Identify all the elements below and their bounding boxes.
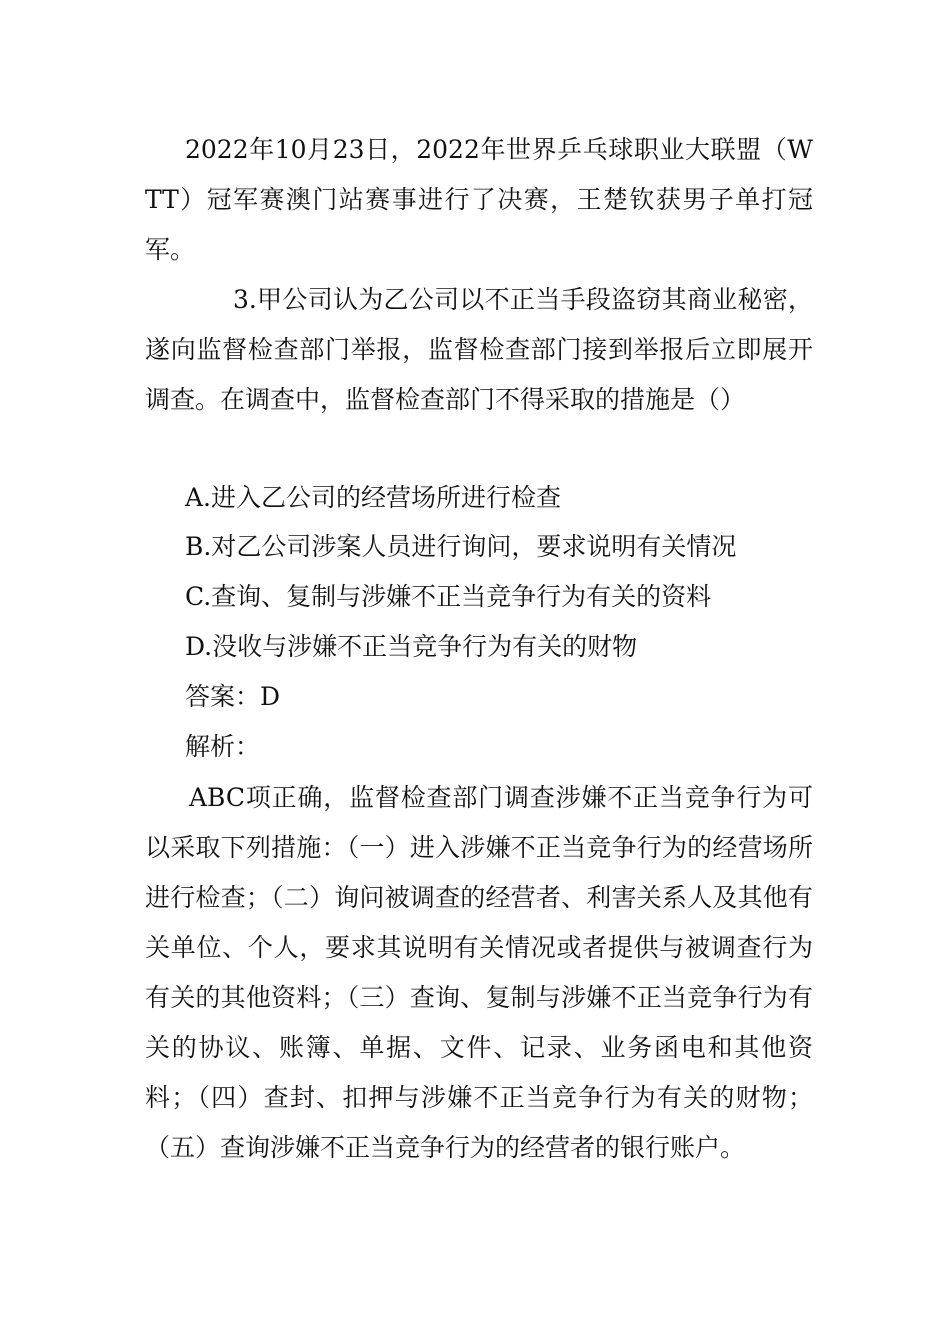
option-c: C.查询、复制与涉嫌不正当竞争行为有关的资料 [185, 582, 712, 611]
intro-paragraph: 2022年10月23日，2022年世界乒乓球职业大联盟（WTT）冠军赛澳门站赛事进行了决赛，王楚钦获男子单打冠军。 [145, 135, 813, 264]
option-b: B.对乙公司涉案人员进行询问，要求说明有关情况 [185, 532, 737, 561]
answer-line: 答案：D [185, 682, 281, 711]
analysis-label: 解析： [185, 732, 261, 761]
question-paragraph: 3.甲公司认为乙公司以不正当手段盗窃其商业秘密，遂向监督检查部门举报，监督检查部门接到举报后立即展开调查。在调查中，监督检查部门不得采取的措施是（） [145, 285, 813, 414]
analysis-paragraph: ABC项正确，监督检查部门调查涉嫌不正当竞争行为可以采取下列措施：（一）进入涉嫌不正当竞争行为的经营场所进行检查；（二）询问被调查的经营者、利害关系人及其他有关单位、个人，要求其说明有关情况或者提供与被调查行为有关的其他资料；（三）查询、复制与涉嫌不正当竞争行为有关的协议、账簿、单据、文件、记录、业务函电和其他资料；（四）查封、扣押与涉嫌不正当竞争行为有关的财物；（五）查询涉嫌不正当竞争行为的经营者的银行账户。 [145, 783, 813, 1162]
option-d: D.没收与涉嫌不正当竞争行为有关的财物 [185, 632, 638, 661]
option-a: A.进入乙公司的经营场所进行检查 [185, 483, 562, 512]
